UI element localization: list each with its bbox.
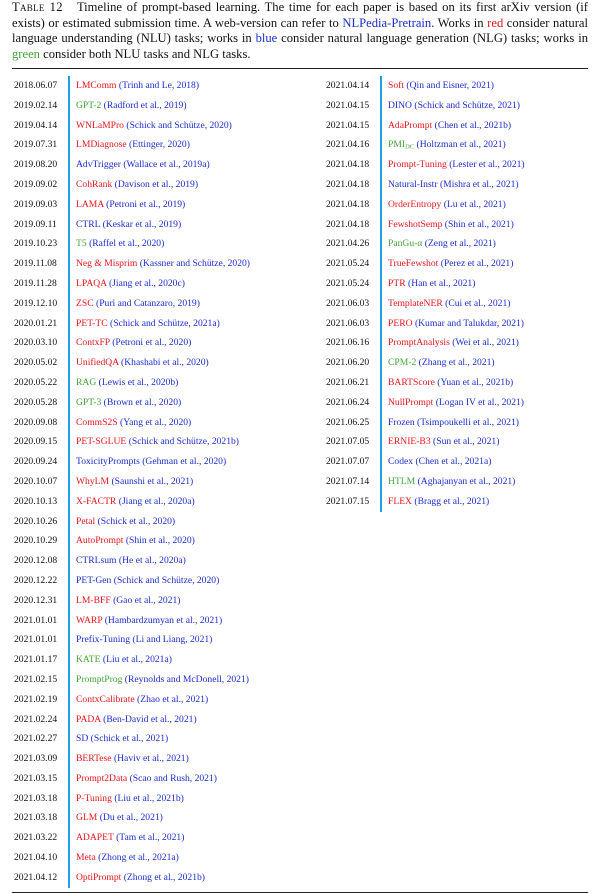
paper-name[interactable]: PERO: [388, 317, 413, 329]
paper-name[interactable]: CommS2S: [76, 416, 118, 428]
paper-name[interactable]: Neg & Misprim: [76, 258, 138, 270]
timeline-date: 2021.01.01: [14, 614, 58, 626]
paper-citation[interactable]: (Ettinger, 2020): [129, 139, 190, 151]
paper-citation[interactable]: (Hambardzumyan et al., 2021): [104, 614, 223, 626]
timeline-date: 2021.02.15: [14, 673, 58, 685]
paper-citation[interactable]: (Lu et al., 2021): [443, 198, 506, 210]
paper-name[interactable]: X-FACTR: [76, 495, 117, 507]
paper-citation[interactable]: (Lewis et al., 2020b): [98, 376, 179, 388]
paper-citation[interactable]: (Gao et al., 2021): [113, 594, 181, 606]
paper-name[interactable]: Natural-Instr: [388, 178, 438, 190]
timeline-date: 2021.04.18: [326, 159, 370, 171]
paper-name[interactable]: PanGu-α: [388, 238, 423, 250]
paper-name[interactable]: PTR: [388, 277, 406, 289]
timeline-entry: [76, 432, 239, 452]
paper-citation[interactable]: (Haviv et al., 2021): [113, 753, 189, 765]
timeline-entry: [388, 492, 489, 512]
caption-text-4: consider natural language generation (NLG) tasks; works in: [277, 31, 588, 45]
paper-citation[interactable]: (Jiang et al., 2020c): [108, 277, 185, 289]
timeline-entry: [76, 135, 190, 155]
timeline-entry: [388, 333, 519, 353]
timeline-entry: [388, 472, 515, 492]
caption-blue-word: blue: [255, 31, 278, 45]
timeline-date: 2021.07.05: [326, 436, 370, 448]
paper-name[interactable]: Meta: [76, 852, 96, 864]
paper-name[interactable]: TrueFewshot: [388, 258, 439, 270]
table-number: Table 12: [12, 0, 63, 14]
paper-name[interactable]: GLM: [76, 812, 98, 824]
paper-citation[interactable]: (Davison et al., 2019): [114, 178, 199, 190]
timeline-entry: [76, 294, 200, 314]
paper-citation[interactable]: (Shin et al., 2021): [444, 218, 514, 230]
timeline-date: 2020.10.26: [14, 515, 58, 527]
timeline-entry: [76, 175, 198, 195]
timeline-entry: [388, 393, 524, 413]
paper-citation[interactable]: (Qin and Eisner, 2021): [406, 80, 494, 91]
timeline-date: 2019.04.14: [14, 119, 58, 131]
paper-citation[interactable]: (He et al., 2020a): [118, 555, 186, 567]
caption-green-word: green: [12, 46, 40, 61]
paper-name[interactable]: LM-BFF: [76, 594, 111, 606]
table-caption: [12, 0, 588, 62]
paper-name[interactable]: RAG: [76, 376, 97, 388]
paper-citation[interactable]: (Wallace et al., 2019a): [123, 159, 210, 171]
timeline-entry: [76, 492, 195, 512]
paper-name[interactable]: PET-TC: [76, 317, 108, 329]
paper-name[interactable]: Prefix-Tuning: [76, 634, 131, 646]
paper-citation[interactable]: (Tam et al., 2021): [116, 832, 185, 844]
timeline-date: 2021.06.20: [326, 357, 370, 369]
paper-citation[interactable]: (Puri and Catanzaro, 2019): [96, 297, 200, 309]
paper-citation[interactable]: (Chen et al., 2021a): [415, 456, 492, 468]
paper-name[interactable]: UnifiedQA: [76, 357, 119, 369]
timeline-date: 2021.04.12: [14, 871, 58, 883]
timeline-entry: [76, 571, 219, 591]
paper-name[interactable]: PADA: [76, 713, 101, 725]
timeline-entry: [388, 175, 519, 195]
timeline-date: 2021.07.14: [326, 475, 370, 487]
timeline-date: 2019.11.28: [14, 277, 57, 289]
paper-citation[interactable]: (Liu et al., 2021a): [102, 654, 172, 666]
paper-name[interactable]: AutoPrompt: [76, 535, 124, 547]
timeline-entry: [76, 868, 205, 888]
timeline-entry: [76, 452, 226, 472]
timeline-date: 2020.12.22: [14, 574, 58, 586]
timeline-date: 2020.12.31: [14, 594, 58, 606]
timeline-entry: [76, 808, 163, 828]
paper-citation[interactable]: (Holtzman et al., 2021): [416, 139, 506, 151]
paper-name[interactable]: Codex: [388, 456, 414, 468]
paper-name[interactable]: LPAQA: [76, 277, 107, 289]
timeline-date: 2021.04.18: [326, 198, 370, 210]
paper-name[interactable]: ContxFP: [76, 337, 110, 349]
timeline-entry: [388, 96, 520, 116]
timeline-date: 2021.03.09: [14, 753, 58, 765]
table-top-rule: [12, 68, 588, 69]
paper-citation[interactable]: (Shin et al., 2020): [125, 535, 195, 547]
paper-name[interactable]: CPM-2: [388, 357, 417, 369]
paper-name[interactable]: ZSC: [76, 297, 94, 309]
paper-citation[interactable]: (Zhao et al., 2021): [137, 693, 209, 705]
paper-citation[interactable]: (Yang et al., 2020): [120, 416, 192, 428]
paper-name[interactable]: AdvTrigger: [76, 159, 121, 171]
caption-text-3: consider natural language understanding (NLU) tasks; works in: [12, 15, 588, 45]
paper-citation[interactable]: (Zhang et al., 2021): [418, 357, 495, 369]
timeline-entry: [76, 353, 209, 373]
timeline-date: 2020.10.07: [14, 475, 58, 487]
paper-name[interactable]: PMI: [388, 139, 406, 151]
paper-name[interactable]: OptiPrompt: [76, 871, 122, 883]
timeline-entry: [388, 234, 496, 254]
timeline-entry: [76, 116, 232, 136]
caption-text-2: . Works in: [431, 15, 488, 30]
timeline-entry: [388, 116, 511, 136]
timeline-entry: [76, 531, 195, 551]
paper-name[interactable]: BARTScore: [388, 376, 435, 388]
paper-citation[interactable]: (Gehman et al., 2020): [142, 456, 227, 468]
paper-name[interactable]: PET-Gen: [76, 574, 112, 586]
paper-name[interactable]: FewshotSemp: [388, 218, 443, 230]
timeline-date: 2021.03.15: [14, 772, 58, 784]
paper-citation[interactable]: (Sun et al., 2021): [433, 436, 500, 448]
paper-citation[interactable]: (Kumar and Talukdar, 2021): [414, 317, 525, 329]
paper-citation[interactable]: (Du et al., 2021): [99, 812, 163, 824]
timeline-entry: [76, 413, 191, 433]
paper-name[interactable]: ERNIE-B3: [388, 436, 431, 448]
paper-citation[interactable]: (Schick et al., 2020): [97, 515, 176, 527]
timeline-entry: [76, 195, 185, 215]
timeline-date: 2021.04.10: [14, 852, 58, 864]
timeline-line-left: [68, 76, 70, 888]
timeline-entry: [388, 294, 510, 314]
timeline-entry: [76, 789, 184, 809]
timeline-entry: [76, 76, 199, 96]
paper-citation[interactable]: (Khashabi et al., 2020): [121, 357, 209, 369]
paper-citation[interactable]: (Schick and Schütze, 2021): [414, 99, 520, 111]
timeline-entry: [76, 591, 180, 611]
timeline-date: 2021.02.19: [14, 693, 58, 705]
paper-name[interactable]: CTRLsum: [76, 555, 117, 567]
paper-citation[interactable]: (Scao and Rush, 2021): [129, 772, 217, 784]
paper-citation[interactable]: (Schick and Schütze, 2021b): [128, 436, 240, 448]
timeline-entry: [76, 96, 187, 116]
timeline-entry: [76, 254, 250, 274]
timeline-entry: [388, 432, 499, 452]
timeline-date: 2018.06.07: [14, 80, 58, 91]
paper-name[interactable]: GPT-2: [76, 99, 102, 111]
paper-name[interactable]: KATE: [76, 654, 101, 666]
timeline-date: 2021.04.18: [326, 178, 370, 190]
timeline-date: 2020.01.21: [14, 317, 58, 329]
timeline-date: 2021.06.25: [326, 416, 370, 428]
paper-name[interactable]: ToxicityPrompts: [76, 456, 140, 468]
timeline-date: 2021.06.16: [326, 337, 370, 349]
timeline-date: 2020.05.28: [14, 396, 58, 408]
timeline-date: 2021.07.07: [326, 456, 370, 468]
paper-citation[interactable]: (Bragg et al., 2021): [414, 495, 490, 507]
timeline-entry: [76, 848, 179, 868]
paper-name[interactable]: NullPrompt: [388, 396, 434, 408]
paper-name[interactable]: CohRank: [76, 178, 113, 190]
paper-name[interactable]: ContxCalibrate: [76, 693, 135, 705]
timeline-entry: [76, 710, 197, 730]
paper-name[interactable]: PET-SGLUE: [76, 436, 127, 448]
paper-name[interactable]: T5: [76, 238, 87, 250]
timeline-date: 2020.09.08: [14, 416, 58, 428]
timeline-date: 2021.06.03: [326, 317, 370, 329]
timeline-date: 2019.02.14: [14, 99, 58, 111]
timeline-date: 2021.03.18: [14, 792, 58, 804]
timeline-date: 2021.04.26: [326, 238, 370, 250]
timeline-date: 2020.12.08: [14, 555, 58, 567]
timeline-date: 2019.12.10: [14, 297, 58, 309]
paper-citation[interactable]: (Jiang et al., 2020a): [118, 495, 195, 507]
paper-name[interactable]: OrderEntropy: [388, 198, 442, 210]
paper-citation[interactable]: (Schick et al., 2021): [90, 733, 169, 745]
paper-citation[interactable]: (Schick and Schütze, 2020): [113, 574, 220, 586]
timeline-entry: [76, 630, 212, 650]
paper-name[interactable]: DINO: [388, 99, 412, 111]
paper-citation[interactable]: (Li and Liang, 2021): [132, 634, 213, 646]
timeline-date: 2021.01.17: [14, 654, 58, 666]
caption-red-word: red: [487, 15, 504, 30]
timeline-entry: [388, 155, 525, 175]
paper-name[interactable]: ADAPET: [76, 832, 114, 844]
timeline-date: 2020.05.22: [14, 376, 58, 388]
timeline-date: 2021.05.24: [326, 277, 370, 289]
timeline-date: 2021.04.16: [326, 139, 370, 151]
paper-citation[interactable]: (Zhong et al., 2021a): [98, 852, 179, 864]
timeline-entry: [76, 215, 181, 235]
timeline-date: 2021.04.15: [326, 119, 370, 131]
paper-citation[interactable]: (Trinh and Le, 2018): [118, 80, 200, 91]
paper-citation[interactable]: (Wei et al., 2021): [452, 337, 519, 349]
paper-name[interactable]: SD: [76, 733, 89, 745]
timeline-date: 2021.04.15: [326, 99, 370, 111]
timeline-date: 2021.05.24: [326, 258, 370, 270]
timeline-entry: [76, 472, 193, 492]
paper-citation[interactable]: (Keskar et al., 2019): [102, 218, 182, 230]
timeline-entry: [388, 215, 514, 235]
paper-citation[interactable]: (Yuan et al., 2021b): [437, 376, 514, 388]
timeline-entry: [388, 254, 513, 274]
paper-citation[interactable]: (Cui et al., 2021): [445, 297, 511, 309]
timeline-entry: [388, 195, 506, 215]
timeline-entry: [76, 729, 168, 749]
paper-name[interactable]: Petal: [76, 515, 96, 527]
paper-citation[interactable]: (Saunshi et al., 2021): [111, 475, 194, 487]
timeline-date: 2021.06.03: [326, 297, 370, 309]
timeline-date: 2021.07.15: [326, 495, 370, 507]
paper-name[interactable]: WNLaMPro: [76, 119, 124, 131]
timeline-entry: [76, 670, 249, 690]
paper-citation[interactable]: (Mishra et al., 2021): [439, 178, 519, 190]
paper-citation[interactable]: (Schick and Schütze, 2021a): [110, 317, 220, 329]
timeline-date: 2019.09.02: [14, 178, 58, 190]
timeline-entry: [76, 611, 222, 631]
paper-citation[interactable]: (Zeng et al., 2021): [424, 238, 496, 250]
timeline-date: 2019.10.23: [14, 238, 58, 250]
timeline-entry: [76, 690, 208, 710]
paper-citation[interactable]: (Raffel et al., 2020): [89, 238, 165, 250]
timeline-entry: [388, 413, 519, 433]
timeline-entry: [76, 650, 172, 670]
timeline-date: 2020.09.24: [14, 456, 58, 468]
paper-name[interactable]: P-Tuning: [76, 792, 112, 804]
paper-citation[interactable]: (Brown et al., 2020): [103, 396, 182, 408]
timeline-entry: [388, 314, 524, 334]
paper-citation[interactable]: (Petroni et al., 2019): [106, 198, 186, 210]
paper-name[interactable]: CTRL: [76, 218, 101, 230]
timeline-date: 2020.10.13: [14, 495, 58, 507]
timeline-entry: [388, 76, 494, 96]
timeline-date: 2019.11.08: [14, 258, 57, 270]
timeline-entry: [76, 393, 181, 413]
timeline-entry: [76, 274, 185, 294]
caption-text-5: consider both NLU tasks and NLG tasks.: [39, 46, 251, 61]
paper-citation[interactable]: (Tsimpoukelli et al., 2021): [417, 416, 519, 428]
timeline-entry: [76, 551, 186, 571]
paper-name[interactable]: TemplateNER: [388, 297, 443, 309]
timeline-date: 2020.03.10: [14, 337, 58, 349]
timeline-date: 2021.02.24: [14, 713, 58, 725]
timeline-date: 2021.04.18: [326, 218, 370, 230]
paper-name[interactable]: LMComm: [76, 80, 117, 91]
timeline-entry: [76, 314, 220, 334]
paper-citation[interactable]: (Logan IV et al., 2021): [435, 396, 524, 408]
paper-name[interactable]: WARP: [76, 614, 103, 626]
timeline-entry: [76, 234, 164, 254]
timeline-date: 2021.03.22: [14, 832, 58, 844]
paper-citation[interactable]: (Radford et al., 2019): [103, 99, 187, 111]
paper-name[interactable]: Prompt2Data: [76, 772, 128, 784]
paper-name[interactable]: WhyLM: [76, 475, 110, 487]
paper-citation[interactable]: (Reynolds and McDonell, 2021): [124, 673, 249, 685]
paper-name-subscript: DC: [405, 143, 415, 151]
paper-citation[interactable]: (Petroni et al., 2020): [112, 337, 192, 349]
paper-citation[interactable]: (Aghajanyan et al., 2021): [417, 475, 516, 487]
timeline-date: 2020.09.15: [14, 436, 58, 448]
paper-citation[interactable]: (Han et al., 2021): [408, 277, 476, 289]
timeline-date: 2020.05.02: [14, 357, 58, 369]
timeline-entry: [76, 373, 178, 393]
timeline-entry: [76, 769, 217, 789]
timeline-entry: [76, 512, 175, 532]
timeline-date: 2021.06.24: [326, 396, 370, 408]
paper-name[interactable]: Prompt-Tuning: [388, 159, 447, 171]
paper-citation[interactable]: (Kassner and Schütze, 2020): [139, 258, 250, 270]
paper-name[interactable]: LAMA: [76, 198, 104, 210]
paper-name[interactable]: Frozen: [388, 416, 415, 428]
timeline-date: 2019.09.03: [14, 198, 58, 210]
timeline-line-right: [380, 76, 382, 512]
timeline-date: 2021.01.01: [14, 634, 58, 646]
paper-name[interactable]: PromptAnalysis: [388, 337, 450, 349]
timeline-entry: [76, 749, 189, 769]
paper-citation[interactable]: (Ben-David et al., 2021): [103, 713, 197, 725]
paper-name[interactable]: LMDiagnose: [76, 139, 127, 151]
paper-citation[interactable]: (Perez et al., 2021): [440, 258, 514, 270]
timeline-entry: [388, 353, 495, 373]
timeline-entry: [76, 828, 184, 848]
paper-name[interactable]: AdaPrompt: [388, 119, 433, 131]
paper-citation[interactable]: (Liu et al., 2021b): [114, 792, 184, 804]
timeline-date: 2021.03.18: [14, 812, 58, 824]
paper-name[interactable]: PromptProg: [76, 673, 123, 685]
timeline-date: 2019.07.31: [14, 139, 58, 151]
paper-citation[interactable]: (Zhong et al., 2021b): [123, 871, 205, 883]
timeline-entry: [76, 333, 191, 353]
paper-name[interactable]: BERTese: [76, 753, 112, 765]
timeline-date: 2021.04.14: [326, 80, 370, 91]
timeline-date: 2019.09.11: [14, 218, 57, 230]
timeline-entry: [76, 155, 210, 175]
timeline-date: 2019.08.20: [14, 159, 58, 171]
caption-text-1: Timeline of prompt-based learning. The time for each paper is based on its first arXiv version (if exists) or estimated submission time. A web-version can refer to: [12, 0, 588, 30]
timeline-date: 2020.10.29: [14, 535, 58, 547]
web-version-link[interactable]: NLPedia-Pretrain: [342, 15, 432, 30]
paper-citation[interactable]: (Chen et al., 2021b): [434, 119, 512, 131]
paper-name[interactable]: HTLM: [388, 475, 416, 487]
paper-name[interactable]: FLEX: [388, 495, 412, 507]
timeline-entry: [388, 274, 475, 294]
paper-citation[interactable]: (Lester et al., 2021): [449, 159, 525, 171]
timeline-date: 2021.06.21: [326, 376, 370, 388]
timeline-entry: [388, 452, 491, 472]
timeline-date: 2021.02.27: [14, 733, 58, 745]
paper-name[interactable]: Soft: [388, 80, 404, 91]
paper-name[interactable]: GPT-3: [76, 396, 102, 408]
timeline-entry: [388, 373, 513, 393]
paper-citation[interactable]: (Schick and Schütze, 2020): [126, 119, 232, 131]
